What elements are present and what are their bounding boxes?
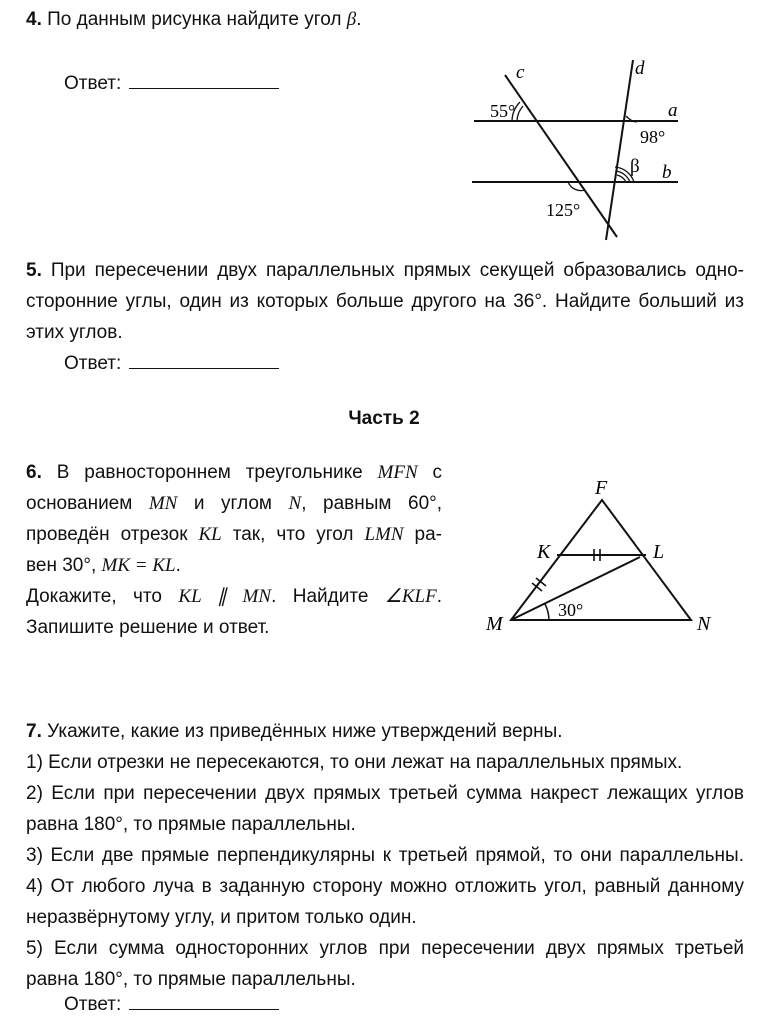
task6-l1b: MFN: [377, 462, 418, 483]
label-d: d: [635, 58, 645, 79]
label-K: K: [537, 541, 551, 563]
task6-l5d: ∠KLF: [384, 586, 437, 607]
task7-answer-label: Ответ:: [64, 994, 122, 1015]
task6-line2: [26, 488, 442, 519]
label-M: M: [486, 613, 503, 635]
angle-beta: β: [630, 156, 640, 177]
label-F: F: [595, 477, 608, 499]
task7-statement-4b: неразвёрнутому углу, и притом только один.: [26, 907, 417, 928]
task6-l4a: вен 30°,: [26, 555, 97, 576]
task6-line6: Запишите решение и ответ.: [26, 617, 270, 638]
task4-answer-field[interactable]: [129, 66, 279, 89]
task4-answer-label: Ответ:: [64, 73, 122, 94]
part2-title: Часть 2: [348, 408, 420, 429]
task5-number: 5.: [26, 260, 42, 281]
angle-30: 30°: [558, 600, 584, 620]
task7-intro-text: Укажите, какие из приведённых ниже утверждений верны.: [47, 721, 563, 742]
task6-l5e: .: [436, 586, 443, 607]
task6-l2b: MN: [148, 493, 178, 514]
task4-figure: [460, 50, 720, 250]
task4-answer: [64, 66, 279, 99]
task6-l3e: ра-: [414, 524, 442, 545]
task7-number: 7.: [26, 721, 42, 742]
label-N: N: [697, 613, 711, 635]
task6-l5a: Докажите, что: [26, 586, 162, 607]
task6-l5b: KL ∥ MN: [178, 586, 272, 607]
task7-question: [26, 716, 744, 995]
task5-answer-label: Ответ:: [64, 353, 122, 374]
label-a: a: [668, 100, 678, 121]
task6-l3b: KL: [198, 524, 222, 545]
task4-text: По данным рисунка найдите угол: [47, 9, 342, 30]
label-b: b: [662, 162, 672, 183]
task6-number: 6.: [26, 462, 42, 483]
task4-var: β: [346, 9, 357, 30]
task6-line4: [26, 550, 442, 581]
angle-125: 125°: [546, 200, 581, 220]
task7-statement-3: 3) Если две прямые перпендикулярны к третьей прямой, то они параллельны.: [26, 845, 744, 866]
task5-line3: этих углов.: [26, 322, 123, 343]
task5-line1-text: При пересечении двух параллельных прямых секущей образовались одно-: [50, 260, 744, 281]
task6-l2d: N: [288, 493, 302, 514]
task7-statement-2b: равна 180°, то прямые параллельны.: [26, 814, 356, 835]
task6-l5c: . Найдите: [271, 586, 369, 607]
task6-l4b: MK = KL: [101, 555, 176, 576]
task6-question: [26, 457, 442, 643]
task6-l3c: так, что угол: [232, 524, 354, 545]
angle-55: 55°: [490, 101, 516, 121]
task6-l3d: LMN: [364, 524, 404, 545]
task6-l2a: основанием: [26, 493, 133, 514]
task6-l1c: с: [432, 462, 442, 483]
transversal-d: [606, 60, 633, 240]
task6-l2e: , равным 60°,: [301, 493, 443, 514]
task4-number: 4.: [26, 9, 42, 30]
task5-line2: сторонние углы, один из которых больше другого на 36°. Найдите больший из: [26, 291, 744, 312]
task7-statement-5a: 5) Если сумма односторонних углов при пересечении двух прямых третьей: [26, 938, 744, 959]
task6-l3a: проведён отрезок: [26, 524, 188, 545]
task6-line3: [26, 519, 442, 550]
task4-end: .: [356, 9, 362, 30]
task7-intro: [26, 716, 744, 747]
task6-line1: [26, 457, 442, 488]
task7-statement-5b: равна 180°, то прямые параллельны.: [26, 969, 356, 990]
task7-answer-field[interactable]: [129, 987, 279, 1010]
task5-answer: [64, 346, 279, 379]
task6-line5: [26, 581, 442, 612]
task6-l2c: и углом: [193, 493, 272, 514]
task7-statement-1: 1) Если отрезки не пересекаются, то они лежат на параллельных прямых.: [26, 752, 683, 773]
task7-statement-4a: 4) От любого луча в заданную сторону можно отложить угол, равный данному: [26, 876, 744, 897]
angle-98: 98°: [640, 127, 666, 147]
task5-question: [26, 255, 744, 348]
task5-line1: [26, 255, 744, 286]
task7-answer: [64, 987, 279, 1020]
task6-figure: [478, 474, 728, 644]
task7-statement-2a: 2) Если при пересечении двух прямых третьей сумма накрест лежащих углов: [26, 783, 744, 804]
label-c: c: [516, 62, 525, 83]
task6-l4c: .: [175, 555, 181, 576]
task4-question: [26, 4, 362, 35]
label-L: L: [653, 541, 665, 563]
task5-answer-field[interactable]: [129, 346, 279, 369]
task6-l1a: В равностороннем треугольнике: [56, 462, 363, 483]
